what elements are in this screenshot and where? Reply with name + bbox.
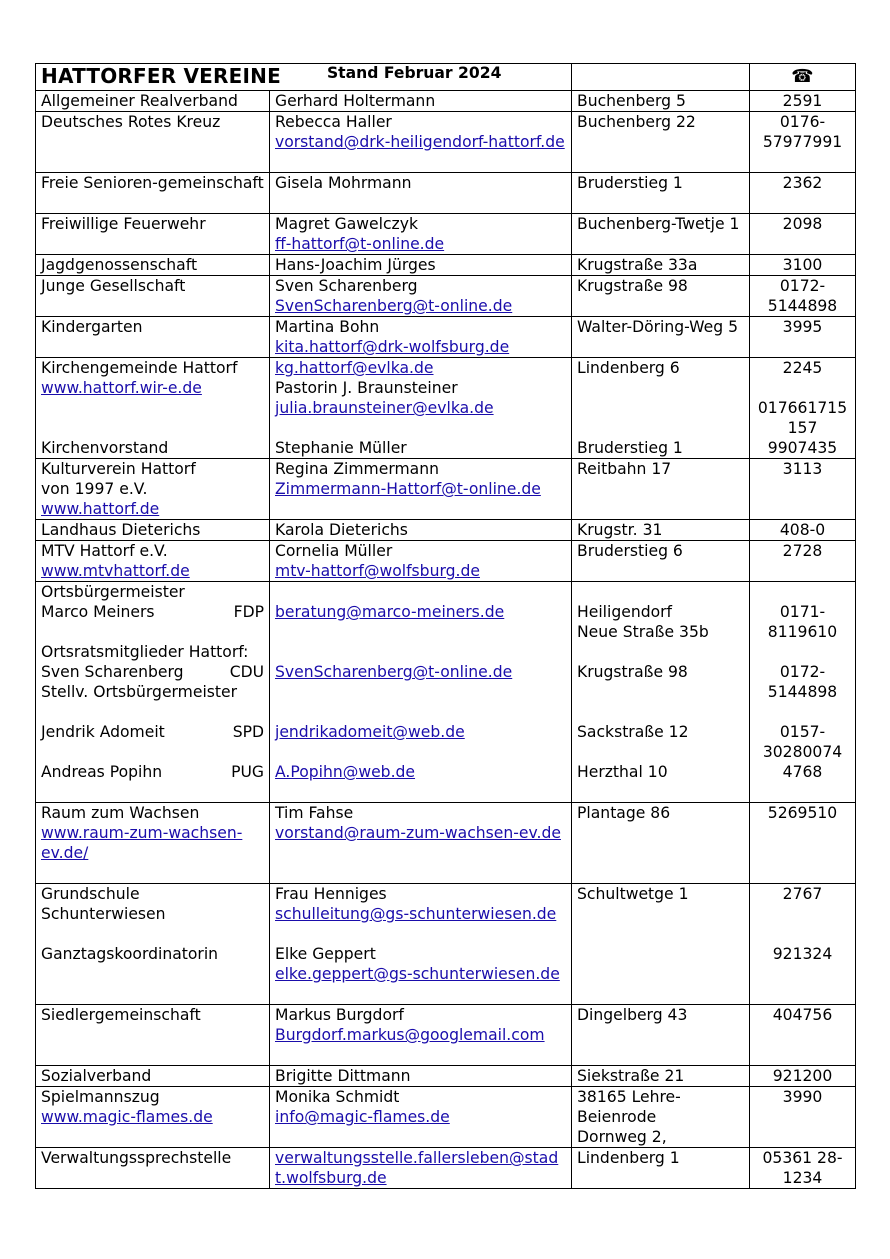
phone-number: 2767 (782, 885, 823, 903)
club-name: Grundschule (41, 885, 140, 903)
party-badge: SPD (232, 723, 264, 741)
sub-phone-number: 9907435 (767, 439, 838, 457)
phone-number: 404756 (772, 1006, 833, 1024)
address: Bruderstieg 6 (577, 542, 683, 560)
club-name: Verwaltungssprechstelle (41, 1149, 232, 1167)
table-row (36, 884, 856, 1005)
email-link[interactable]: ff-hattorf@t-online.de (275, 235, 445, 253)
table-row (36, 541, 856, 582)
address: Bruderstieg 1 (577, 174, 683, 192)
club-name: Allgemeiner Realverband (41, 92, 238, 110)
table-row (36, 317, 856, 358)
phone-number: 0176-57977991 (762, 113, 843, 151)
page-title: HATTORFER VEREINE (41, 64, 281, 88)
email-link[interactable]: Zimmermann-Hattorf@t-online.de (275, 480, 541, 498)
address: Lindenberg 1 (577, 1149, 680, 1167)
stand-date: Stand Februar 2024 (326, 64, 502, 82)
contact-person: Sven Scharenberg (275, 277, 418, 295)
table-row (36, 173, 856, 214)
contact-person: Gisela Mohrmann (275, 174, 412, 192)
party-badge: FDP (233, 603, 264, 621)
phone-number: 5269510 (767, 804, 838, 822)
website-link[interactable]: www.mtvhattorf.de (41, 562, 190, 580)
telephone-icon: ☎ (791, 66, 814, 87)
club-name: Freiwillige Feuerwehr (41, 215, 206, 233)
phone-number: 0157-30280074 (762, 723, 843, 761)
sub-address: Bruderstieg 1 (577, 439, 683, 457)
address: Plantage 86 (577, 804, 671, 822)
table-row (36, 276, 856, 317)
address-line2: Beienrode (577, 1108, 657, 1126)
sub-group-name: Kirchenvorstand (41, 439, 169, 457)
email-link[interactable]: jendrikadomeit@web.de (275, 723, 465, 741)
website-link[interactable]: www.raum-zum-wachsen-ev.de/ (41, 824, 243, 862)
email-link[interactable]: A.Popihn@web.de (275, 763, 416, 781)
email-link[interactable]: kita.hattorf@drk-wolfsburg.de (275, 338, 510, 356)
sub-contact-person: Stephanie Müller (275, 439, 407, 457)
address: 38165 Lehre- (577, 1088, 681, 1106)
email-link[interactable]: kg.hattorf@evlka.de (275, 359, 434, 377)
contact-person: Karola Dieterichs (275, 521, 408, 539)
member-name: Andreas Popihn (41, 763, 163, 781)
contact-person: Gerhard Holtermann (275, 92, 436, 110)
email-link[interactable]: verwaltungsstelle.fallersleben@stadt.wolfsburg.de (275, 1149, 559, 1187)
table-row (36, 1066, 856, 1087)
address: Walter-Döring-Weg 5 (577, 318, 739, 336)
club-name: Raum zum Wachsen (41, 804, 200, 822)
phone-number: 0172-5144898 (767, 663, 838, 701)
email-link[interactable]: SvenScharenberg@t-online.de (275, 297, 513, 315)
phone-number: 3113 (782, 460, 823, 478)
sub-phone-number: 921324 (772, 945, 833, 963)
address: Siekstraße 21 (577, 1067, 685, 1085)
email-link[interactable]: mtv-hattorf@wolfsburg.de (275, 562, 480, 580)
address: Herzthal 10 (577, 763, 668, 781)
member-role: Stellv. Ortsbürgermeister (41, 683, 238, 701)
address: Buchenberg 22 (577, 113, 696, 131)
address: Heiligendorf (577, 603, 673, 621)
table-row (36, 358, 856, 459)
sub-email-link[interactable]: elke.geppert@gs-schunterwiesen.de (275, 965, 560, 983)
contact-person: Markus Burgdorf (275, 1006, 404, 1024)
club-name: Sozialverband (41, 1067, 152, 1085)
address: Krugstraße 98 (577, 663, 688, 681)
email-link[interactable]: schulleitung@gs-schunterwiesen.de (275, 905, 557, 923)
contact-person: Brigitte Dittmann (275, 1067, 411, 1085)
club-name: Kulturverein Hattorf (41, 460, 196, 478)
phone-number: 05361 28-1234 (762, 1149, 843, 1187)
contact-person: Monika Schmidt (275, 1088, 400, 1106)
club-name: Landhaus Dieterichs (41, 521, 201, 539)
address: Krugstraße 98 (577, 277, 688, 295)
address-line2: Neue Straße 35b (577, 623, 709, 641)
club-name: Jagdgenossenschaft (41, 256, 198, 274)
table-row (36, 520, 856, 541)
website-link[interactable]: www.hattorf.wir-e.de (41, 379, 202, 397)
table-row (36, 1005, 856, 1066)
contact-person: Martina Bohn (275, 318, 380, 336)
address: Buchenberg 5 (577, 92, 686, 110)
website-link[interactable]: www.hattorf.de (41, 500, 160, 518)
table-row (36, 214, 856, 255)
email-link-pastor[interactable]: julia.braunsteiner@evlka.de (275, 399, 494, 417)
table-row (36, 112, 856, 173)
table-row (36, 803, 856, 884)
club-name: Deutsches Rotes Kreuz (41, 113, 221, 131)
table-row (36, 255, 856, 276)
club-name: Spielmannszug (41, 1088, 160, 1106)
club-name: Kirchengemeinde Hattorf (41, 359, 238, 377)
email-link[interactable]: vorstand@raum-zum-wachsen-ev.de (275, 824, 561, 842)
phone-number-mobile: 017661715157 (757, 399, 848, 437)
contact-person: Frau Henniges (275, 885, 387, 903)
phone-number: 3990 (782, 1088, 823, 1106)
contact-person: Regina Zimmermann (275, 460, 439, 478)
club-name-line2: von 1997 e.V. (41, 480, 148, 498)
table-row (36, 1148, 856, 1189)
contact-person: Rebecca Haller (275, 113, 392, 131)
website-link[interactable]: www.magic-flames.de (41, 1108, 213, 1126)
email-link[interactable]: beratung@marco-meiners.de (275, 603, 505, 621)
party-badge: CDU (229, 663, 264, 681)
phone-number: 3100 (782, 256, 823, 274)
phone-number: 408-0 (779, 521, 826, 539)
club-name: Kindergarten (41, 318, 143, 336)
phone-number: 921200 (772, 1067, 833, 1085)
address: Dingelberg 43 (577, 1006, 688, 1024)
club-name: Freie Senioren-gemeinschaft (41, 174, 264, 192)
table-row (36, 582, 856, 803)
club-name-line2: Schunterwiesen (41, 905, 166, 923)
address: Buchenberg-Twetje 1 (577, 215, 740, 233)
address: Krugstr. 31 (577, 521, 663, 539)
phone-number: 2245 (782, 359, 823, 377)
address: Krugstraße 33a (577, 256, 698, 274)
address: Sackstraße 12 (577, 723, 689, 741)
email-link[interactable]: vorstand@drk-heiligendorf-hattorf.de (275, 133, 565, 151)
email-link[interactable]: Burgdorf.markus@googlemail.com (275, 1026, 545, 1044)
section-heading: Ortsbürgermeister (41, 583, 185, 601)
table-row (36, 459, 856, 520)
phone-number: 2362 (782, 174, 823, 192)
contact-person: Cornelia Müller (275, 542, 393, 560)
phone-number: 4768 (782, 763, 823, 781)
phone-number: 2591 (782, 92, 823, 110)
phone-number: 3995 (782, 318, 823, 336)
address: Schultwetge 1 (577, 885, 689, 903)
contact-person: Magret Gawelczyk (275, 215, 418, 233)
sub-contact-person: Elke Geppert (275, 945, 376, 963)
header-row (36, 64, 856, 91)
contact-person: Pastorin J. Braunsteiner (275, 379, 458, 397)
phone-number: 2098 (782, 215, 823, 233)
phone-number: 0172-5144898 (767, 277, 838, 315)
email-link[interactable]: info@magic-flames.de (275, 1108, 450, 1126)
member-name: Jendrik Adomeit (41, 723, 165, 741)
vereine-table (35, 63, 856, 1189)
address: Reitbahn 17 (577, 460, 672, 478)
member-name: Sven Scharenberg (41, 663, 184, 681)
address: Lindenberg 6 (577, 359, 680, 377)
sub-group-name: Ganztagskoordinatorin (41, 945, 219, 963)
party-badge: PUG (231, 763, 264, 781)
phone-number: 2728 (782, 542, 823, 560)
contact-person: Tim Fahse (275, 804, 354, 822)
table-row (36, 1087, 856, 1148)
table-row (36, 91, 856, 112)
members-heading: Ortsratsmitglieder Hattorf: (41, 643, 249, 661)
club-name: Siedlergemeinschaft (41, 1006, 201, 1024)
club-name: MTV Hattorf e.V. (41, 542, 168, 560)
club-name: Junge Gesellschaft (41, 277, 186, 295)
contact-person: Hans-Joachim Jürges (275, 256, 436, 274)
email-link[interactable]: SvenScharenberg@t-online.de (275, 663, 513, 681)
member-name: Marco Meiners (41, 603, 155, 621)
phone-number: 0171-8119610 (767, 603, 838, 641)
address-line3: Dornweg 2, (577, 1128, 667, 1146)
